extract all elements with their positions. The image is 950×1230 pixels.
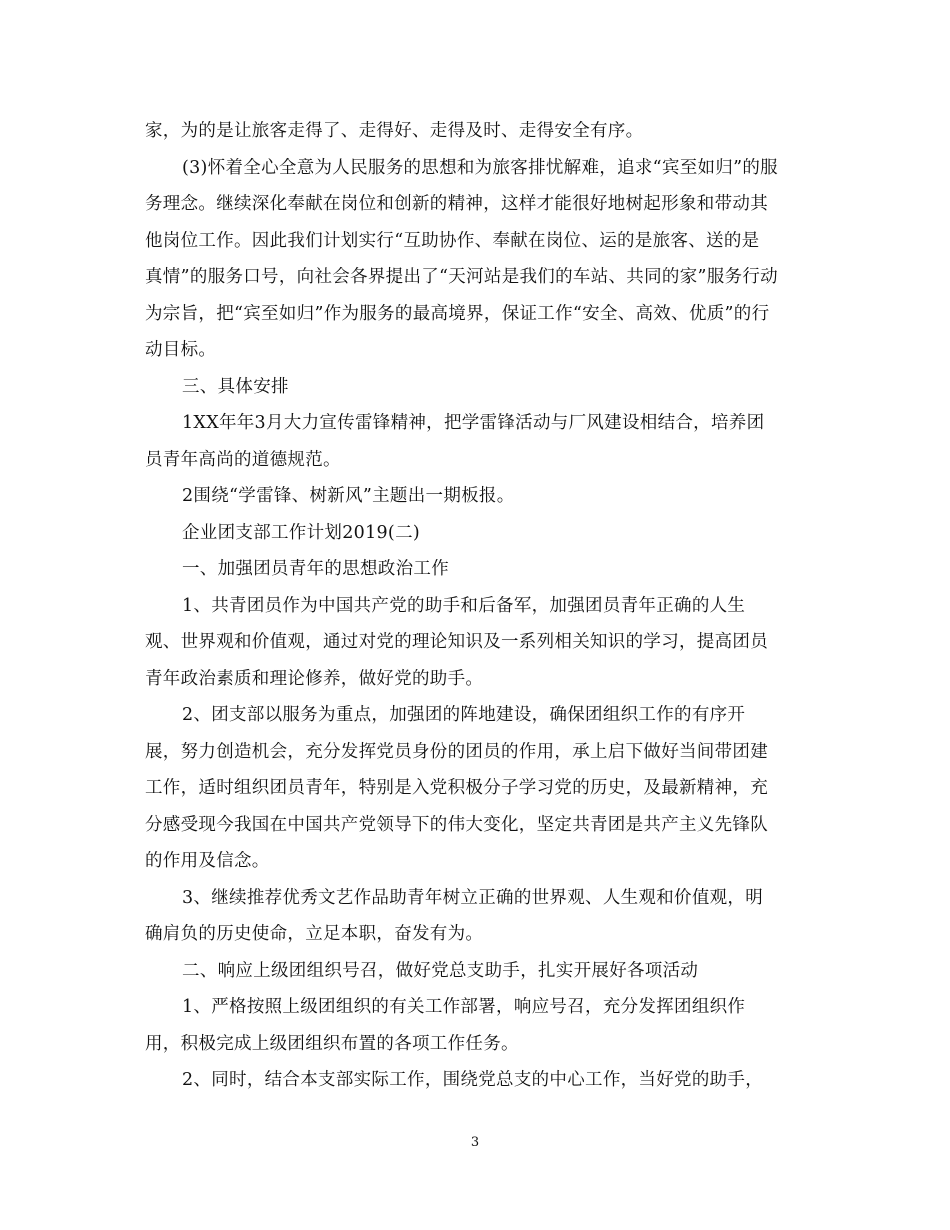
text-line: (3)怀着全心全意为人民服务的思想和为旅客排忧解难，追求“宾至如归”的服 bbox=[182, 157, 778, 178]
text-line: 员青年高尚的道德规范。 bbox=[145, 449, 341, 470]
text-line: 确肩负的历史使命，立足本职，奋发有为。 bbox=[145, 924, 484, 944]
text-line: 动目标。 bbox=[145, 340, 217, 360]
text-line: 3、继续推荐优秀文艺作品助青年树立正确的世界观、人生观和价值观，明 bbox=[182, 887, 764, 908]
text-line: 青年政治素质和理论修养，做好党的助手。 bbox=[145, 668, 484, 689]
text-line: 用，积极完成上级团组织布置的各项工作任务。 bbox=[145, 1033, 519, 1054]
section-heading: 二、响应上级团组织号召，做好党总支助手，扎实开展好各项活动 bbox=[182, 960, 699, 981]
text-line: 2、同时，结合本支部实际工作，围绕党总支的中心工作，当好党的助手， bbox=[182, 1070, 764, 1090]
text-line: 工作，适时组织团员青年，特别是入党积极分子学习党的历史，及最新精神，充 bbox=[145, 778, 768, 798]
document-body bbox=[145, 113, 810, 1099]
document-subtitle: 企业团支部工作计划2019(二) bbox=[182, 522, 420, 543]
page-number: 3 bbox=[470, 1135, 480, 1150]
text-line: 展，努力创造机会，充分发挥党员身份的团员的作用，承上启下做好当间带团建 bbox=[145, 741, 768, 762]
text-line: 他岗位工作。因此我们计划实行“互助协作、奉献在岗位、运的是旅客、送的是 bbox=[145, 230, 760, 251]
text-line: 为宗旨，把“宾至如归”作为服务的最高境界，保证工作“安全、高效、优质”的行 bbox=[145, 303, 770, 324]
text-line: 务理念。继续深化奉献在岗位和创新的精神，这样才能很好地树起形象和带动其 bbox=[145, 194, 768, 214]
text-line: 2、团支部以服务为重点，加强团的阵地建设，确保团组织工作的有序开 bbox=[182, 705, 746, 725]
text-line: 1、严格按照上级团组织的有关工作部署，响应号召，充分发挥团组织作 bbox=[182, 997, 746, 1017]
section-heading: 三、具体安排 bbox=[182, 376, 289, 397]
text-line: 观、世界观和价值观，通过对党的理论知识及一系列相关知识的学习，提高团员 bbox=[145, 632, 768, 652]
text-line: 真情”的服务口号，向社会各界提出了“天河站是我们的车站、共同的家”服务行动 bbox=[145, 267, 778, 287]
text-line: 1XX年年3月大力宣传雷锋精神，把学雷锋活动与厂风建设相结合，培养团 bbox=[182, 413, 765, 433]
text-line: 1、共青团员作为中国共产党的助手和后备军，加强团员青年正确的人生 bbox=[182, 595, 746, 616]
text-line: 2围绕“学雷锋、树新风”主题出一期板报。 bbox=[182, 486, 515, 506]
section-heading: 一、加强团员青年的思想政治工作 bbox=[182, 559, 449, 579]
text-line: 的作用及信念。 bbox=[145, 851, 270, 871]
text-line: 家，为的是让旅客走得了、走得好、走得及时、走得安全有序。 bbox=[145, 121, 644, 141]
text-line: 分感受现今我国在中国共产党领导下的伟大变化，坚定共青团是共产主义先锋队 bbox=[145, 814, 768, 835]
